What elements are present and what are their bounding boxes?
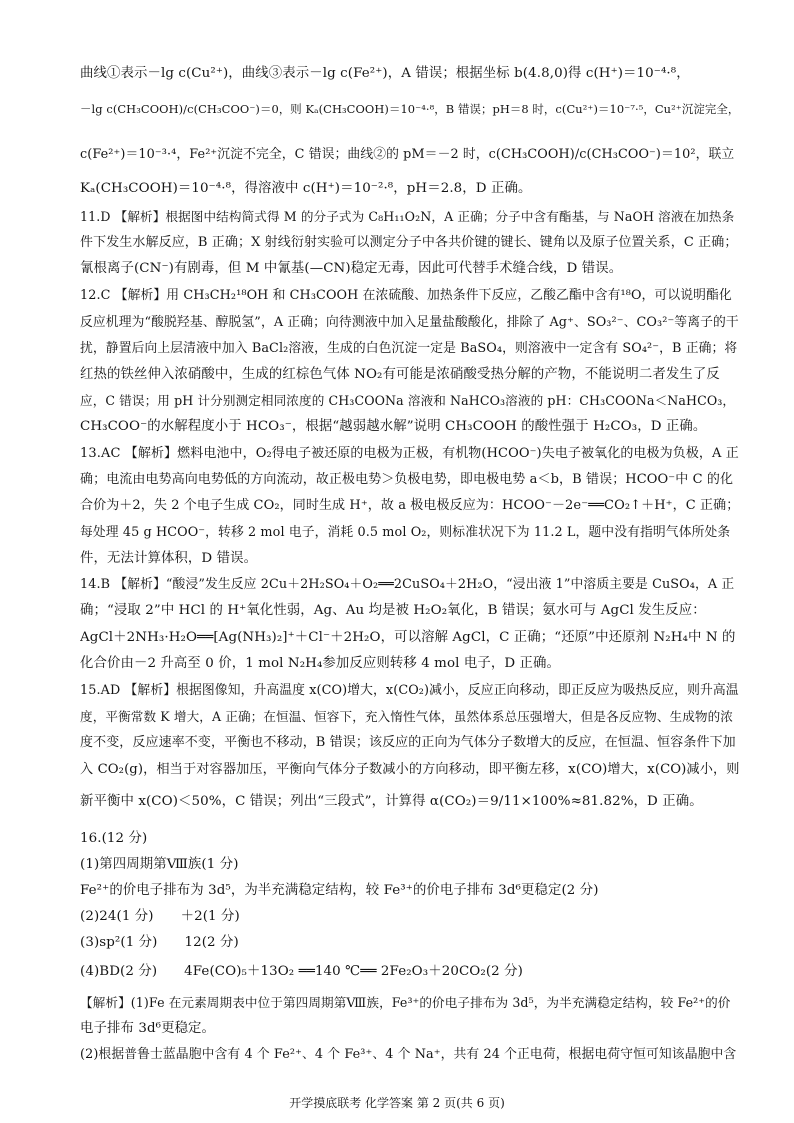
- text-line: 件，无法计算体积，D 错误。: [80, 551, 258, 566]
- text-line: 曲线①表示－lg c(Cu²⁺)，曲线③表示－lg c(Fe²⁺)，A 错误；根据坐标 b(4.8,0)得 c(H⁺)＝10⁻⁴·⁸，: [80, 66, 690, 81]
- text-line: 红热的铁丝伸入浓硝酸中，生成的红棕色气体 NO₂有可能是浓硝酸受热分解的产物，不能说明二者发生了反: [80, 367, 720, 382]
- text-line: 【解析】(1)Fe 在元素周期表中位于第四周期第Ⅷ族，Fe³⁺的价电子排布为 3d⁵，为半充满稳定结构，较 Fe²⁺的价: [80, 995, 731, 1010]
- text-line: 14.B 【解析】“酸浸”发生反应 2Cu＋2H₂SO₄＋O₂══2CuSO₄＋2H₂O，“浸出液 1”中溶质主要是 CuSO₄，A 正: [80, 577, 735, 592]
- text-line: 确；电流由电势高向电势低的方向流动，故正极电势＞负极电势，即电极电势 a＜b，B 错误；HCOO⁻中 C 的化: [80, 472, 734, 487]
- text-line: 应，C 错误；用 pH 计分别测定相同浓度的 CH₃COONa 溶液和 NaHCO₃溶液的 pH：CH₃COONa＜NaHCO₃，: [80, 393, 736, 408]
- text-line: 度不变，反应速率不变，平衡也不移动，B 错误；该反应的正向为气体分子数增大的反应，在恒温、恒容条件下加: [80, 735, 736, 750]
- text-line: AgCl＋2NH₃·H₂O══[Ag(NH₃)₂]⁺＋Cl⁻＋2H₂O，可以溶解 AgCl，C 正确；“还原”中还原剂 N₂H₄中 N 的: [80, 630, 736, 645]
- text-line: 件下发生水解反应，B 正确；X 射线衍射实验可以测定分子中各共价键的键长、键角以及原子位置关系，C 正确；: [80, 235, 738, 250]
- text-line: Fe²⁺的价电子排布为 3d⁵，为半充满稳定结构，较 Fe³⁺的价电子排布 3d⁶更稳定(2 分): [80, 883, 599, 898]
- text-line: 16.(12 分): [80, 831, 148, 846]
- text-line: 合价为＋2，失 2 个电子生成 CO₂，同时生成 H⁺，故 a 极电极反应为：HCOO⁻－2e⁻══CO₂↑＋H⁺，C 正确；: [80, 498, 740, 513]
- text-line: －lg c(CH₃COOH)/c(CH₃COO⁻)＝0，则 Kₐ(CH₃COOH)＝10⁻⁴·⁸，B 错误；pH＝8 时，c(Cu²⁺)＝10⁻⁷·⁵，Cu²⁺沉淀完全，: [80, 102, 740, 116]
- text-line: (3)sp²(1 分) 12(2 分): [80, 935, 239, 950]
- text-line: 新平衡中 x(CO)＜50%，C 错误；列出“三段式”，计算得 α(CO₂)＝9/11×100%≈81.82%，D 正确。: [80, 794, 703, 809]
- text-line: (4)BD(2 分) 4Fe(CO)₅＋13O₂ ══140 ℃══ 2Fe₂O₃＋20CO₂(2 分): [80, 964, 523, 979]
- text-line: CH₃COO⁻的水解程度小于 HCO₃⁻，根据“越弱越水解”说明 CH₃COOH 的酸性强于 H₂CO₃，D 正确。: [80, 419, 707, 434]
- text-line: 15.AD 【解析】根据图像知，升高温度 x(CO)增大，x(CO₂)减小，反应正向移动，即正反应为吸热反应，则升高温: [80, 683, 739, 698]
- text-line: 化合价由－2 升高至 0 价，1 mol N₂H₄参加反应则转移 4 mol 电子，D 正确。: [80, 656, 561, 671]
- text-line: 入 CO₂(g)，相当于对容器加压，平衡向气体分子数减小的方向移动，即平衡左移，x(CO)增大，x(CO)减小，则: [80, 762, 740, 777]
- text-line: 氰根离子(CN⁻)有剧毒，但 M 中氰基(—CN)稳定无毒，因此可代替手术缝合线，D 错误。: [80, 261, 623, 276]
- page-footer: 开学摸底联考 化学答案 第 2 页(共 6 页): [289, 1096, 505, 1110]
- text-line: (2)24(1 分) ＋2(1 分): [80, 909, 240, 924]
- text-line: 电子排布 3d⁶更稳定。: [80, 1021, 216, 1036]
- text-line: 12.C 【解析】用 CH₃CH₂¹⁸OH 和 CH₃COOH 在浓硫酸、加热条件下反应，乙酸乙酯中含有¹⁸O，可以说明酯化: [80, 288, 732, 303]
- text-line: 度，平衡常数 K 增大，A 正确；在恒温、恒容下，充入惰性气体，虽然体系总压强增大，但是各反应物、生成物的浓: [80, 709, 734, 724]
- text-line: (1)第四周期第Ⅷ族(1 分): [80, 857, 239, 872]
- text-line: 每处理 45 g HCOO⁻，转移 2 mol 电子，消耗 0.5 mol O₂，则标准状况下为 11.2 L，题中没有指明气体所处条: [80, 525, 731, 540]
- text-line: 11.D 【解析】根据图中结构简式得 M 的分子式为 C₈H₁₁O₂N，A 正确；分子中含有酯基，与 NaOH 溶液在加热条: [80, 209, 735, 224]
- text-line: 确；“浸取 2”中 HCl 的 H⁺氧化性弱，Ag、Au 均是被 H₂O₂氧化，B 错误；氨水可与 AgCl 发生反应：: [80, 603, 706, 618]
- text-line: (2)根据普鲁士蓝晶胞中含有 4 个 Fe²⁺、4 个 Fe³⁺、4 个 Na⁺，共有 24 个正电荷，根据电荷守恒可知该晶胞中含: [80, 1047, 737, 1062]
- text-line: Kₐ(CH₃COOH)＝10⁻⁴·⁸，得溶液中 c(H⁺)＝10⁻²·⁸，pH＝2.8，D 正确。: [80, 181, 532, 196]
- text-line: 反应机理为“酸脱羟基、醇脱氢”，A 正确；向待测液中加入足量盐酸酸化，排除了 Ag⁺、SO₃²⁻、CO₃²⁻等离子的干: [80, 315, 739, 330]
- text-line: c(Fe²⁺)＝10⁻³·⁴，Fe²⁺沉淀不完全，C 错误；曲线②的 pM＝－2 时，c(CH₃COOH)/c(CH₃COO⁻)＝10²，联立: [80, 147, 735, 162]
- text-line: 13.AC 【解析】燃料电池中，O₂得电子被还原的电极为正极，有机物(HCOO⁻)失电子被氧化的电极为负极，A 正: [80, 446, 739, 461]
- text-line: 扰，静置后向上层清液中加入 BaCl₂溶液，生成的白色沉淀一定是 BaSO₄，则溶液中一定含有 SO₄²⁻，B 正确；将: [80, 341, 738, 356]
